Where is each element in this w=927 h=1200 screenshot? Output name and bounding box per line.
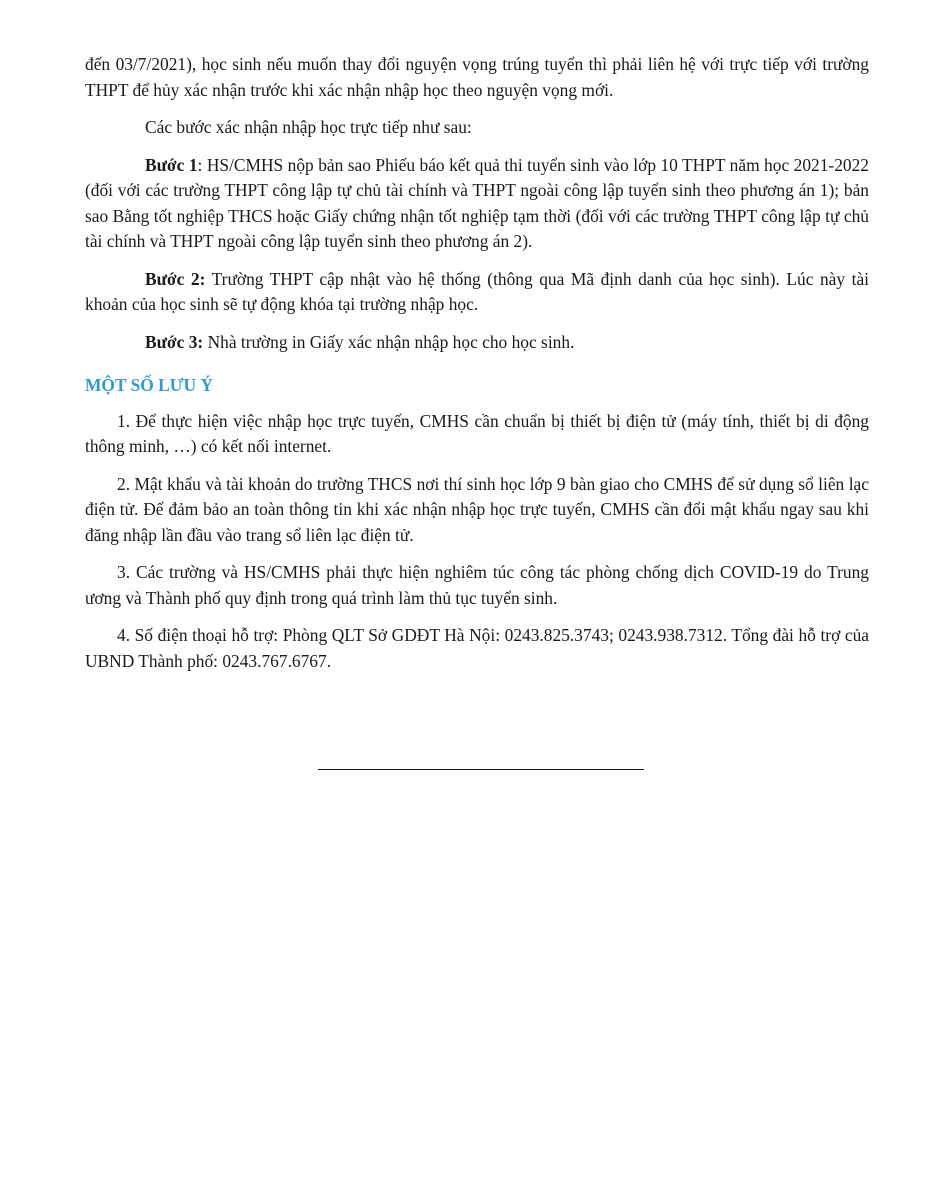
note-2: 2. Mật khẩu và tài khoản do trường THCS nơi thí sinh học lớp 9 bàn giao cho CMHS để sử dụng sổ liên lạc điện tử. Để đảm bảo an toàn thông tin khi xác nhận nhập học trực tuyến, CMHS cần đổi mật khẩu ngay sau khi đăng nhập lần đầu vào trang sổ liên lạc điện tử. (85, 473, 869, 545)
step-1-text: : HS/CMHS nộp bản sao Phiếu báo kết quả thi tuyển sinh vào lớp 10 THPT năm học 2021-2022 (đối với các trường THPT công lập tự chủ tài chính và THPT ngoài công lập tuyển sinh theo phương án 1); bản sao Bằng tốt nghiệp THCS hoặc Giấy chứng nhận tốt nghiệp tạm thời (đối với các trường THPT công lập tự chủ tài chính và THPT ngoài công lập tuyển sinh theo phương án 2). (85, 154, 869, 251)
step-3-paragraph (85, 330, 869, 356)
intro-paragraph: đến 03/7/2021), học sinh nếu muốn thay đổi nguyện vọng trúng tuyển thì phải liên hệ với trực tiếp với trường THPT để hủy xác nhận trước khi xác nhận nhập học theo nguyện vọng mới. (85, 54, 869, 100)
notes-heading: MỘT SỐ LƯU Ý (85, 375, 214, 395)
note-4: 4. Số điện thoại hỗ trợ: Phòng QLT Sở GDĐT Hà Nội: 0243.825.3743; 0243.938.7312. Tổng đài hỗ trợ của UBND Thành phố: 0243.767.6767. (85, 625, 869, 671)
note-3: 3. Các trường và HS/CMHS phải thực hiện nghiêm túc công tác phòng chống dịch COVID-19 do Trung ương và Thành phố quy định trong quá trình làm thủ tục tuyển sinh. (85, 562, 869, 608)
step-3-label: Bước 3: (145, 331, 204, 352)
step-2-label: Bước 2: (145, 268, 206, 289)
step-3-text: Nhà trường in Giấy xác nhận nhập học cho học sinh. (203, 331, 575, 352)
document-page (85, 52, 869, 686)
step-2-text: Trường THPT cập nhật vào hệ thống (thông qua Mã định danh của học sinh). Lúc này tài khoản của học sinh sẽ tự động khóa tại trường nhập học. (85, 268, 870, 314)
step-1-label: Bước 1 (145, 154, 198, 175)
step-1-paragraph (85, 153, 869, 255)
end-divider (318, 769, 644, 770)
steps-intro: Các bước xác nhận nhập học trực tiếp như sau: (145, 117, 472, 137)
step-2-paragraph (85, 267, 869, 318)
note-1: 1. Để thực hiện việc nhập học trực tuyến, CMHS cần chuẩn bị thiết bị điện tử (máy tính, thiết bị di động thông minh, …) có kết nối internet. (85, 410, 869, 456)
